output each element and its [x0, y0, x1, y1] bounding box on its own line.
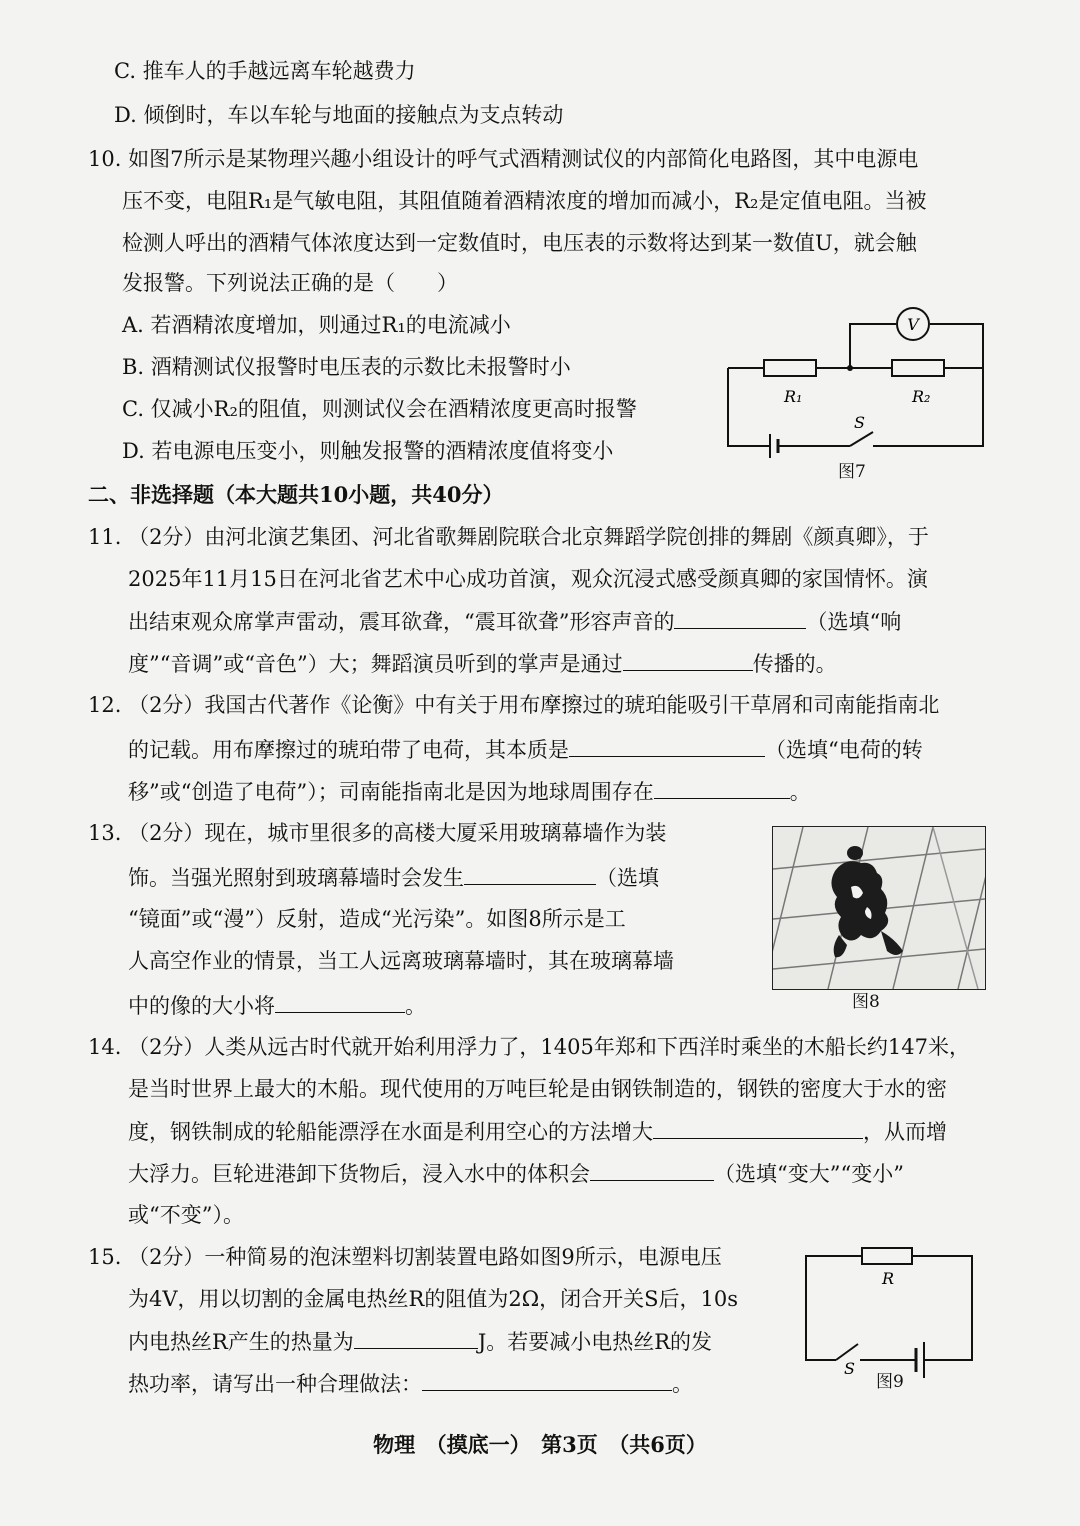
figure-8-caption: 图8: [852, 992, 880, 1012]
q12-blank-2[interactable]: [654, 776, 790, 799]
q14-line4-text: 大浮力。巨轮进港卸下货物后，浸入水中的体积会: [128, 1162, 590, 1186]
q12-stem-line2: [128, 734, 923, 765]
q11-line3-end: （选填“响: [806, 610, 902, 634]
q10-option-a: A. 若酒精浓度增加，则通过R₁的电流减小: [122, 313, 511, 337]
q13-line2-end: （选填: [596, 866, 659, 890]
q15-line4-end: 。: [672, 1372, 693, 1396]
q12-stem-line1: 12. （2分）我国古代著作《论衡》中有关于用布摩擦过的琥珀能吸引干草屑和司南能指南北: [88, 693, 940, 717]
q14-stem-line3: [128, 1116, 947, 1147]
q12-blank-1[interactable]: [569, 734, 765, 757]
q11-line4-end: 传播的。: [752, 652, 837, 676]
r-label: R: [882, 1269, 895, 1288]
q10-option-c: C. 仅减小R₂的阻值，则测试仪会在酒精浓度更高时报警: [122, 397, 637, 421]
q13-line5-end: 。: [405, 994, 426, 1018]
q15-blank-1[interactable]: [354, 1326, 478, 1349]
q14-stem-line1: 14. （2分）人类从远古时代就开始利用浮力了，1405年郑和下西洋时乘坐的木船长约147米，: [88, 1035, 970, 1059]
q11-stem-line1: 11. （2分）由河北演艺集团、河北省歌舞剧院联合北京舞蹈学院创排的舞剧《颜真卿》，于: [88, 525, 929, 549]
q13-stem-line2: [128, 862, 659, 893]
q14-line3-end: ，从而增: [863, 1120, 947, 1144]
q11-line3-text: 出结束观众席掌声雷动，震耳欲聋，“震耳欲聋”形容声音的: [128, 610, 675, 634]
q10-stem-line1: 10. 如图7所示是某物理兴趣小组设计的呼气式酒精测试仪的内部简化电路图，其中电源电: [88, 147, 919, 171]
q14-stem-line4: [128, 1158, 904, 1189]
q11-blank-2[interactable]: [623, 648, 753, 671]
r1-label: R₁: [784, 387, 803, 406]
figure-7-caption: 图7: [838, 462, 866, 482]
q14-blank-1[interactable]: [653, 1116, 863, 1139]
switch-s-label: S: [844, 1359, 855, 1378]
q15-line3-text: 内电热丝R产生的热量为: [128, 1330, 354, 1354]
q15-stem-line2: 为4V，用以切割的金属电热丝R的阻值为2Ω，闭合开关S后，10s: [128, 1287, 738, 1311]
q13-stem-line3: “镜面”或“漫”）反射，造成“光污染”。如图8所示是工: [128, 907, 626, 931]
q11-line4-text: 度”“音调”或“音色”）大；舞蹈演员听到的掌声是通过: [128, 652, 623, 676]
q15-stem-line3: [128, 1326, 712, 1357]
q15-line4-text: 热功率，请写出一种合理做法：: [128, 1372, 422, 1396]
q10-option-b: B. 酒精测试仪报警时电压表的示数比未报警时小: [122, 355, 571, 379]
q12-line3-end: 。: [789, 780, 811, 804]
q14-blank-2[interactable]: [590, 1158, 714, 1181]
q9-option-d: D. 倾倒时，车以车轮与地面的接触点为支点转动: [114, 103, 564, 127]
q15-stem-line1: 15. （2分）一种简易的泡沫塑料切割装置电路如图9所示，电源电压: [88, 1245, 722, 1269]
q9-option-c: C. 推车人的手越远离车轮越费力: [114, 59, 416, 83]
q14-line4-end: （选填“变大”“变小”: [714, 1162, 904, 1186]
voltmeter-label: V: [907, 315, 919, 334]
figure-7-circuit: [718, 306, 993, 466]
q14-line3-text: 度，钢铁制成的轮船能漂浮在水面是利用空心的方法增大: [128, 1120, 653, 1144]
q13-stem-line5: [128, 990, 426, 1021]
q10-stem-line2: 压不变，电阻R₁是气敏电阻，其阻值随着酒精浓度的增加而减小，R₂是定值电阻。当被: [122, 189, 927, 213]
q10-stem-line4: 发报警。下列说法正确的是（ ）: [122, 271, 458, 295]
q12-line3-text: 移”或“创造了电荷”）；司南能指南北是因为地球周围存在: [128, 780, 654, 804]
q10-option-d: D. 若电源电压变小，则触发报警的酒精浓度值将变小: [122, 439, 614, 463]
q12-line2-end: （选填“电荷的转: [765, 738, 923, 762]
q10-stem-line3: 检测人呼出的酒精气体浓度达到一定数值时，电压表的示数将达到某一数值U，就会触: [122, 231, 917, 255]
figure-9-caption: 图9: [876, 1372, 904, 1392]
q15-blank-2[interactable]: [422, 1368, 672, 1391]
q13-line2-text: 饰。当强光照射到玻璃幕墙时会发生: [128, 866, 464, 890]
q15-stem-line4: [128, 1368, 693, 1399]
page-footer: 物理 （摸底一） 第3页 （共6页）: [373, 1432, 707, 1457]
q11-stem-line3: [128, 606, 901, 637]
q11-stem-line2: 2025年11月15日在河北省艺术中心成功首演，观众沉浸式感受颜真卿的家国情怀。演: [128, 567, 928, 591]
q13-stem-line4: 人高空作业的情景，当工人远离玻璃幕墙时，其在玻璃幕墙: [128, 949, 674, 973]
figure-9-circuit: [800, 1238, 980, 1378]
section-2-title: 二、非选择题（本大题共10小题，共40分）: [88, 482, 504, 507]
q14-stem-line5: 或“不变”）。: [128, 1203, 244, 1227]
switch-label: S: [854, 413, 865, 432]
figure-8-photo: [772, 826, 986, 990]
q13-blank-2[interactable]: [275, 990, 405, 1013]
q12-stem-line3: [128, 776, 811, 807]
r2-label: R₂: [912, 387, 931, 406]
q11-blank-1[interactable]: [674, 606, 806, 629]
q15-line3-end: J。若要减小电热丝R的发: [477, 1330, 713, 1354]
q14-stem-line2: 是当时世界上最大的木船。现代使用的万吨巨轮是由钢铁制造的，钢铁的密度大于水的密: [128, 1077, 947, 1101]
q11-stem-line4: [128, 648, 837, 679]
q13-line5-text: 中的像的大小将: [128, 994, 275, 1018]
q13-stem-line1: 13. （2分）现在，城市里很多的高楼大厦采用玻璃幕墙作为装: [88, 821, 667, 845]
q12-line2-text: 的记载。用布摩擦过的琥珀带了电荷，其本质是: [128, 738, 569, 762]
q13-blank-1[interactable]: [464, 862, 596, 885]
